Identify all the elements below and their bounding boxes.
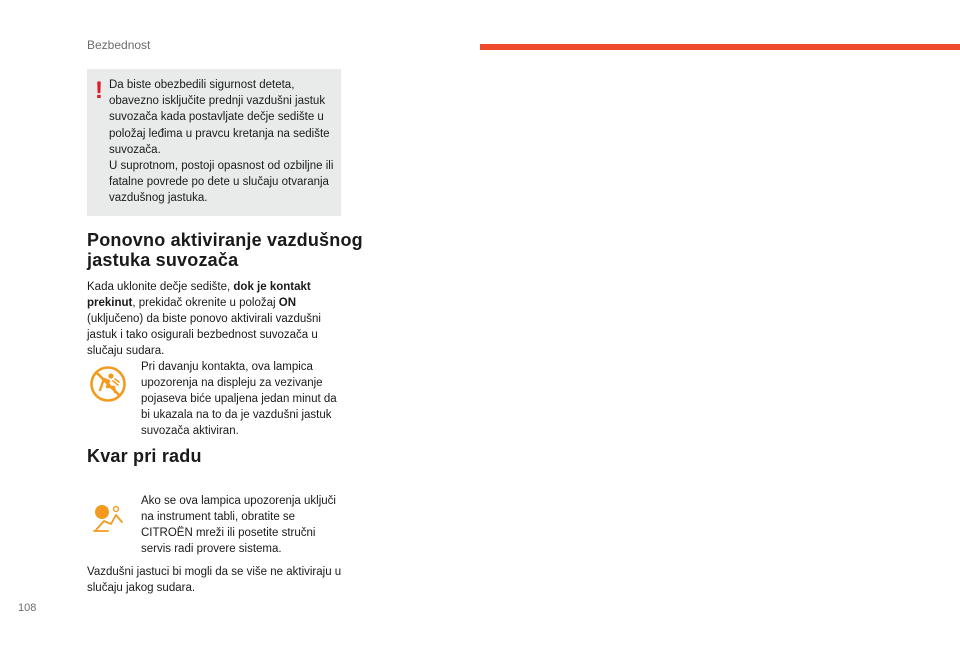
airbag-activated-lamp-text: Pri davanju kontakta, ova lampica upozorenja na displeju za vezivanje pojaseva biće upaljena jedan minut da bi ukazala na to da je vazdušni jastuk suvozača aktiviran. <box>141 361 337 437</box>
airbag-fault-warning-icon <box>92 503 128 533</box>
warning-paragraph-2: U suprotnom, postoji opasnost od ozbiljne ili fatalne povrede po dete u slučaju otvaranja vazdušnog jastuka. <box>109 160 334 205</box>
page-number: 108 <box>18 602 37 614</box>
reactivation-heading: Ponovno aktiviranje vazdušnog jastuka suvozača <box>87 230 363 270</box>
passenger-airbag-off-warning-icon <box>89 365 127 403</box>
reactivation-text-bold-on: ON <box>278 297 297 309</box>
warning-text <box>109 77 339 207</box>
section-title: Bezbednost <box>87 38 151 52</box>
reactivation-text-e: (uključeno) da biste ponovo aktivirali vazdušni jastuk i tako osigurali bezbednost suvozača u slučaju sudara. <box>87 313 321 357</box>
fault-note: Vazdušni jastuci bi mogli da se više ne aktiviraju u slučaju jakog sudara. <box>87 566 342 594</box>
reactivation-text-a: Kada uklonite dečje sedište, <box>87 281 234 293</box>
airbag-fault-lamp-text: Ako se ova lampica upozorenja uključi na instrument tabli, obratite se CITROËN mreži ili posetite stručni servis radi provere sistema. <box>141 495 336 555</box>
exclamation-icon: ! <box>95 77 103 104</box>
fault-heading: Kvar pri radu <box>87 446 202 466</box>
reactivation-paragraph <box>87 279 347 359</box>
reactivation-text-bold-ignition: dok je kontakt prekinut <box>87 281 311 309</box>
section-accent-bar <box>480 44 960 50</box>
warning-paragraph-1: Da biste obezbedili sigurnost deteta, obavezno isključite prednji vazdušni jastuk suvozača kada postavljate dečje sedište u položaj leđima u pravcu kretanja na sedište suvozača. <box>109 79 330 156</box>
reactivation-text-c: , prekidač okrenite u položaj <box>132 297 279 309</box>
warning-box <box>87 69 341 216</box>
